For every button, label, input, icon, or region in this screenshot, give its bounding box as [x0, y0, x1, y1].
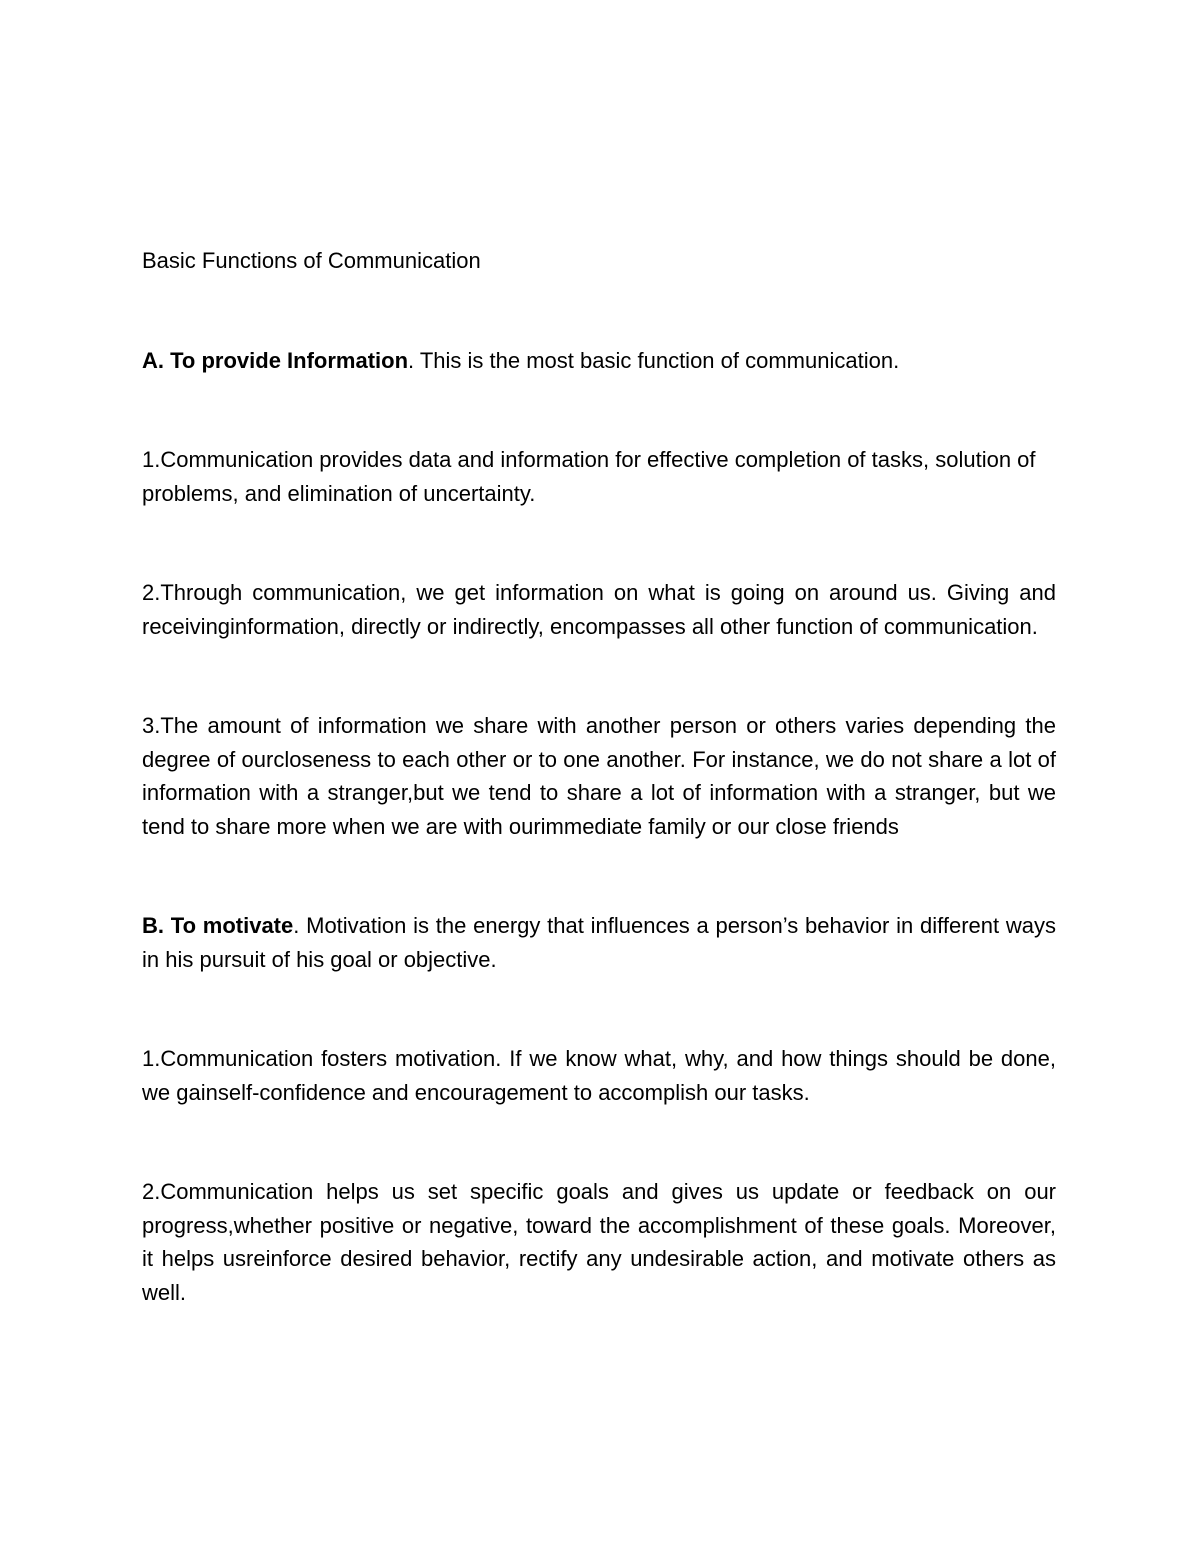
section-b-item-2: 2.Communication helps us set specific goals and gives us update or feedback on our progress,whether positive or negative, toward the accomplishment of these goals. Moreover, it helps usreinforce desired behavior, rectify any undesirable action, and motivate others as well. [142, 1179, 1056, 1305]
section-a-intro [142, 344, 1056, 378]
section-b-label: B. To motivate [142, 913, 294, 938]
section-a-text: . This is the most basic function of communication. [408, 347, 900, 373]
section-a-item-3: 3.The amount of information we share with another person or others varies depending the degree of ourcloseness to each other or to one another. For instance, we do not share a lot of information with a stranger,but we tend to share a lot of information with a stranger, but we tend to share more when we are with ourimmediate family or our close friends [142, 713, 1056, 839]
section-b-intro [142, 909, 1056, 976]
section-a-item-2: 2.Through communication, we get information on what is going on around us. Giving and receivinginformation, directly or indirectly, encompasses all other function of communication. [142, 580, 1056, 639]
section-a-item-1: 1.Communication provides data and information for effective completion of tasks, solution of problems, and elimination of uncertainty. [142, 447, 1036, 506]
section-a-label: A. To provide Information [142, 347, 409, 373]
section-b-item-1: 1.Communication fosters motivation. If we know what, why, and how things should be done, we gainself-confidence and encouragement to accomplish our tasks. [142, 1046, 1056, 1105]
document-title: Basic Functions of Communication [142, 248, 481, 273]
document-page [142, 244, 1056, 1375]
section-b-text: . Motivation is the energy that influences a person’s behavior in different ways in his pursuit of his goal or objective. [142, 913, 1056, 972]
